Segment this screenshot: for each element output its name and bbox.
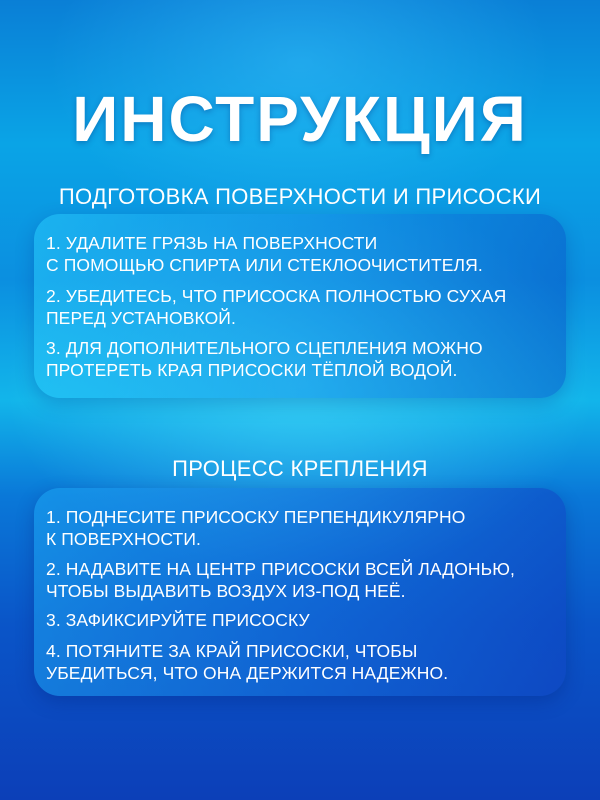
section-heading-mounting: ПРОЦЕСС КРЕПЛЕНИЯ <box>172 456 428 481</box>
step-line: 1. ПОДНЕСИТЕ ПРИСОСКУ ПЕРПЕНДИКУЛЯРНО <box>46 507 466 527</box>
preparation-step-1 <box>46 232 566 276</box>
step-line: ЧТОБЫ ВЫДАВИТЬ ВОЗДУХ ИЗ-ПОД НЕЁ. <box>46 581 406 601</box>
step-line: 4. ПОТЯНИТЕ ЗА КРАЙ ПРИСОСКИ, ЧТОБЫ <box>46 641 418 661</box>
mounting-step-3 <box>46 609 566 631</box>
preparation-step-2 <box>46 285 566 329</box>
step-line: К ПОВЕРХНОСТИ. <box>46 529 201 549</box>
mounting-step-2 <box>46 558 566 602</box>
step-line: 3. ДЛЯ ДОПОЛНИТЕЛЬНОГО СЦЕПЛЕНИЯ МОЖНО <box>46 338 483 358</box>
step-line: С ПОМОЩЬЮ СПИРТА ИЛИ СТЕКЛООЧИСТИТЕЛЯ. <box>46 255 483 275</box>
mounting-step-1 <box>46 506 566 550</box>
step-line: 3. ЗАФИКСИРУЙТЕ ПРИСОСКУ <box>46 610 310 630</box>
mounting-step-4 <box>46 640 566 684</box>
step-line: ПРОТЕРЕТЬ КРАЯ ПРИСОСКИ ТЁПЛОЙ ВОДОЙ. <box>46 360 458 380</box>
step-line: УБЕДИТЬСЯ, ЧТО ОНА ДЕРЖИТСЯ НАДЕЖНО. <box>46 663 449 683</box>
step-line: ПЕРЕД УСТАНОВКОЙ. <box>46 308 236 328</box>
section-heading-preparation: ПОДГОТОВКА ПОВЕРХНОСТИ И ПРИСОСКИ <box>58 184 542 209</box>
step-line: 2. УБЕДИТЕСЬ, ЧТО ПРИСОСКА ПОЛНОСТЬЮ СУХАЯ <box>46 286 507 306</box>
step-line: 1. УДАЛИТЕ ГРЯЗЬ НА ПОВЕРХНОСТИ <box>46 233 378 253</box>
page-title: ИНСТРУКЦИЯ <box>72 83 528 155</box>
preparation-step-3 <box>46 337 566 381</box>
step-line: 2. НАДАВИТЕ НА ЦЕНТР ПРИСОСКИ ВСЕЙ ЛАДОНЬЮ, <box>46 559 515 579</box>
